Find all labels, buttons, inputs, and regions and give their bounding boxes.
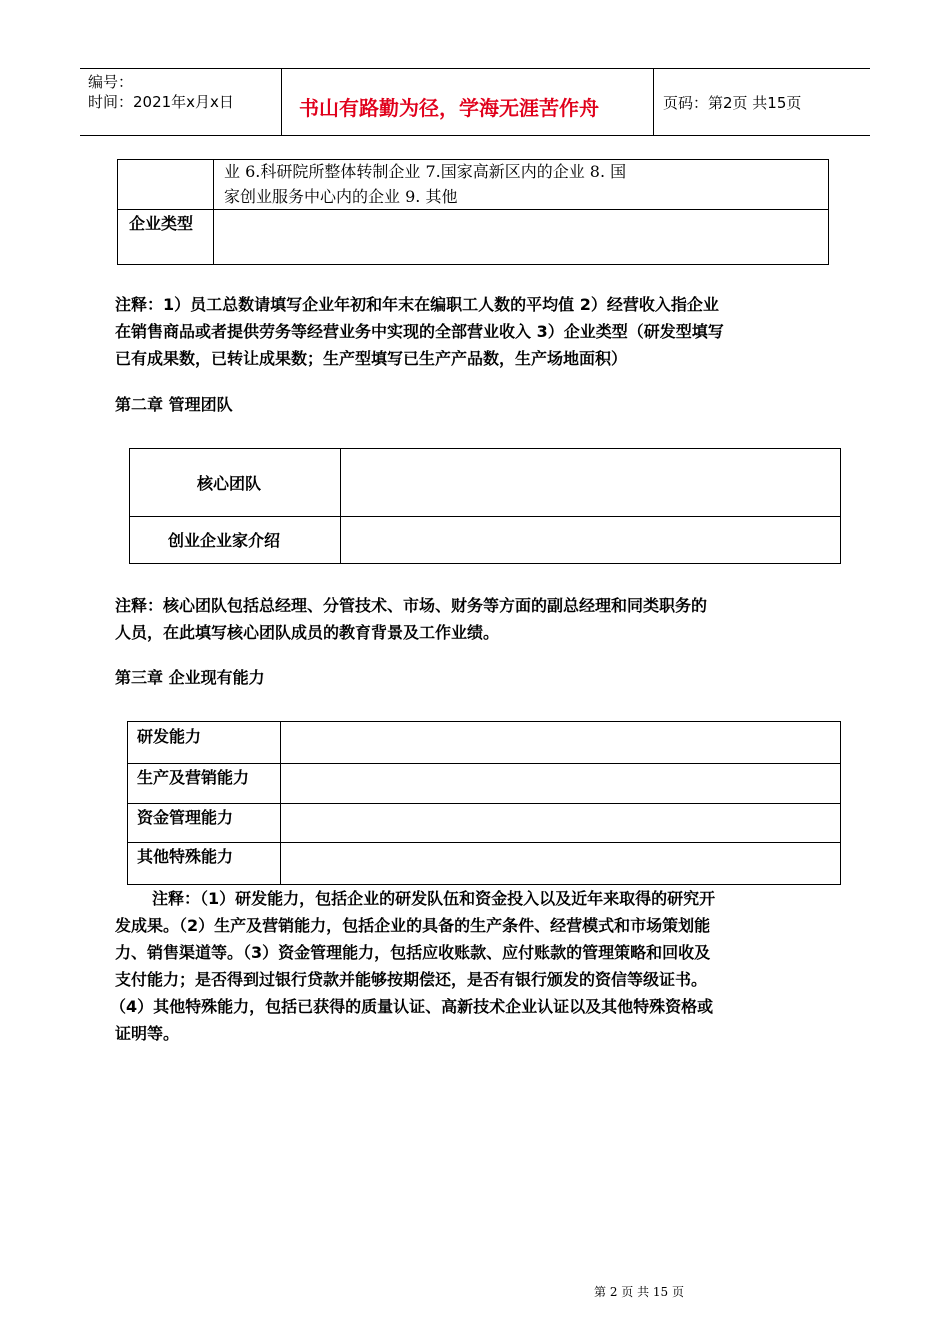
- chapter3-title: 第三章 企业现有能力: [115, 668, 265, 687]
- header-divider-right: [653, 68, 654, 136]
- table1-column-divider: [213, 159, 214, 265]
- header-top-rule: [80, 68, 870, 69]
- enterprise-type-label: 企业类型: [129, 214, 194, 233]
- note2-line1: 注释：核心团队包括总经理、分管技术、市场、财务等方面的副总经理和同类职务的: [115, 596, 708, 615]
- note3-line6: 证明等。: [115, 1024, 180, 1043]
- note1-line1: 注释：1）员工总数请填写企业年初和年末在编职工人数的平均值 2）经营收入指企业: [115, 295, 719, 314]
- note3-line1: 注释：（1）研发能力，包括企业的研发队伍和资金投入以及近年来取得的研究开: [152, 889, 716, 908]
- document-time-label: 时间：2021年x月x日: [88, 93, 234, 111]
- capability-row-special: [127, 842, 841, 885]
- header-motto: 书山有路勤为径，学海无涯苦作舟: [299, 96, 599, 120]
- page-footer: 第 2 页 共 15 页: [594, 1285, 684, 1299]
- header-page-info: 页码：第2页 共15页: [663, 94, 802, 112]
- note3-line5: （4）其他特殊能力，包括已获得的质量认证、高新技术企业认证以及其他特殊资格或: [110, 997, 714, 1016]
- note3-line2: 发成果。（2）生产及营销能力，包括企业的具备的生产条件、经营模式和市场策划能: [115, 916, 711, 935]
- core-team-label: 核心团队: [197, 474, 262, 493]
- enterprise-type-options-line1: 业 6.科研院所整体转制企业 7.国家高新区内的企业 8. 国: [224, 162, 627, 181]
- capability-column-divider: [280, 721, 281, 885]
- note2-line2: 人员，在此填写核心团队成员的教育背景及工作业绩。: [115, 623, 500, 642]
- finance-management-label: 资金管理能力: [137, 808, 234, 827]
- capability-row-finance: [127, 803, 841, 843]
- production-marketing-label: 生产及营销能力: [137, 768, 250, 787]
- capability-row-rd: [127, 721, 841, 764]
- note3-line4: 支付能力；是否得到过银行贷款并能够按期偿还，是否有银行颁发的资信等级证书。: [115, 970, 708, 989]
- enterprise-type-options-line2: 家创业服务中心内的企业 9. 其他: [224, 187, 458, 206]
- note1-line3: 已有成果数，已转让成果数；生产型填写已生产产品数，生产场地面积）: [115, 349, 628, 368]
- team-column-divider: [340, 448, 341, 564]
- header-bottom-rule: [80, 135, 870, 136]
- special-capability-label: 其他特殊能力: [137, 847, 234, 866]
- header-divider-left: [281, 68, 282, 136]
- note1-line2: 在销售商品或者提供劳务等经营业务中实现的全部营业收入 3）企业类型（研发型填写: [115, 322, 724, 341]
- rd-capability-label: 研发能力: [137, 727, 202, 746]
- document-number-label: 编号：: [88, 73, 134, 91]
- chapter2-title: 第二章 管理团队: [115, 395, 233, 414]
- note3-line3: 力、销售渠道等。（3）资金管理能力，包括应收账款、应付账款的管理策略和回收及: [115, 943, 711, 962]
- founder-intro-label: 创业企业家介绍: [168, 531, 281, 550]
- table1-row-type: [117, 209, 829, 265]
